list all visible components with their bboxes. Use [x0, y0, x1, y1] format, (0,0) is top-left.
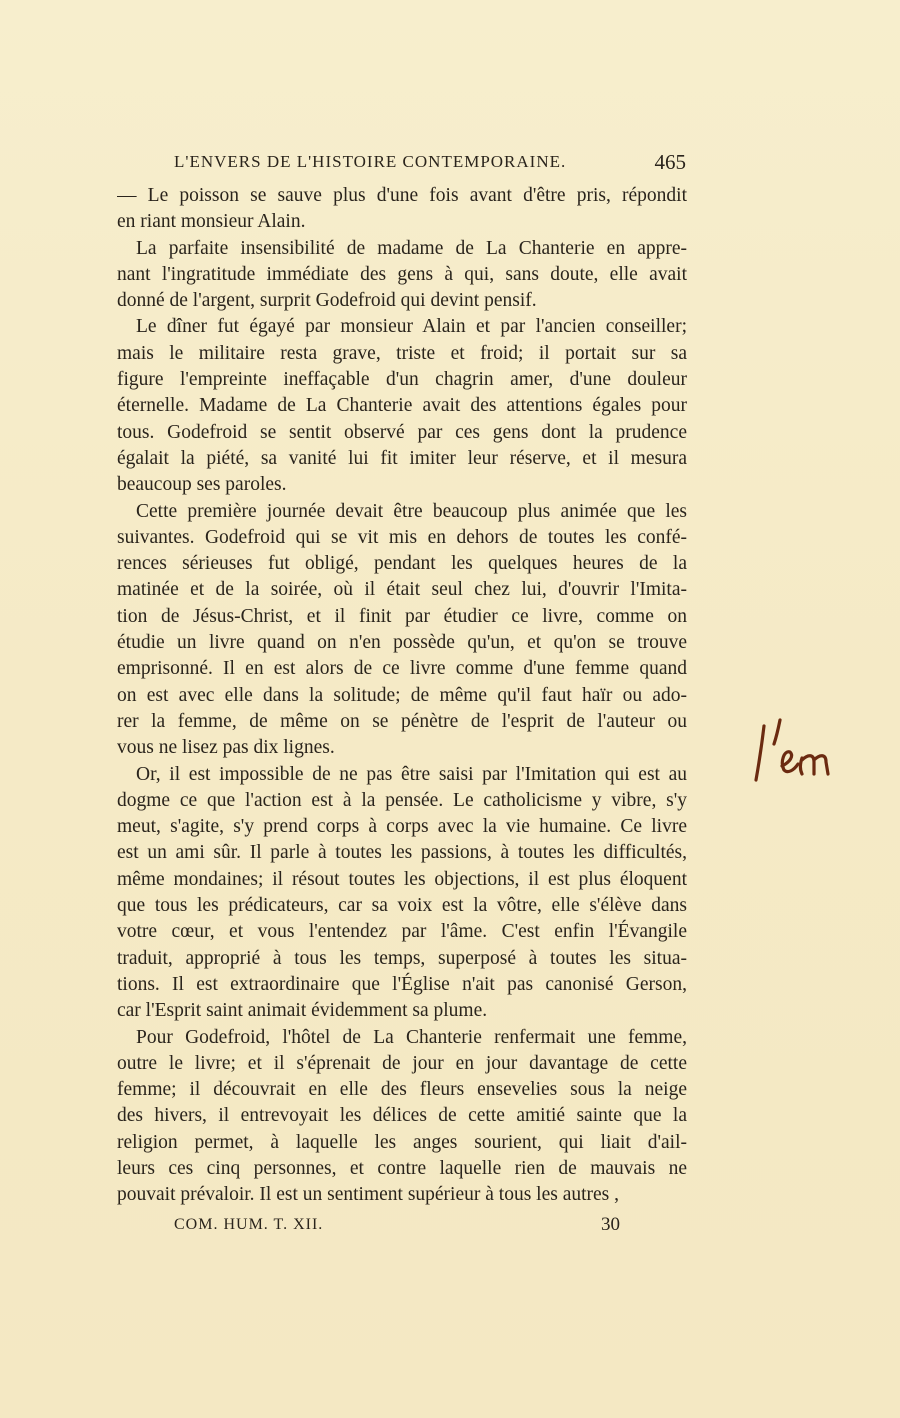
text-line: meut, s'agite, s'y prend corps à corps avec la vie humaine. Ce livre	[117, 816, 687, 838]
text-line: emprisonné. Il en est alors de ce livre comme d'une femme quand	[117, 658, 687, 680]
text-line: leurs ces cinq personnes, et contre laquelle rien de mauvais ne	[117, 1157, 687, 1179]
paragraph	[117, 1025, 687, 1209]
text-line: tions. Il est extraordinaire que l'Église n'ait pas canonisé Gerson,	[117, 973, 687, 995]
text-line: en riant monsieur Alain.	[117, 211, 306, 233]
text-line: religion permet, à laquelle les anges sourient, qui liait d'ail-	[117, 1131, 687, 1153]
body-text	[117, 183, 687, 1209]
text-line: éternelle. Madame de La Chanterie avait des attentions égales pour	[117, 395, 687, 417]
text-line: car l'Esprit saint animait évidemment sa plume.	[117, 1000, 488, 1022]
text-line: traduit, approprié à tous les temps, superposé à toutes les situa-	[117, 947, 687, 969]
text-line: vous ne lisez pas dix lignes.	[117, 737, 335, 759]
text-line: Cette première journée devait être beaucoup plus animée que les	[136, 500, 687, 522]
page-header	[174, 150, 686, 180]
text-line: Or, il est impossible de ne pas être saisi par l'Imitation qui est au	[136, 763, 687, 785]
text-line: tion de Jésus-Christ, et il finit par étudier ce livre, comme on	[117, 605, 687, 627]
text-line: rer la femme, de même on se pénètre de l'esprit de l'auteur ou	[117, 710, 687, 732]
text-line: que tous les prédicateurs, car sa voix est la vôtre, elle s'élève dans	[117, 895, 687, 917]
text-line: Le dîner fut égayé par monsieur Alain et par l'ancien conseiller;	[136, 316, 687, 338]
paragraph	[117, 762, 687, 1025]
page-number: 465	[654, 150, 686, 174]
text-line: étudie un livre quand on n'en possède qu'un, et qu'on se trouve	[117, 632, 687, 654]
page-footer	[174, 1214, 624, 1240]
paragraph	[117, 499, 687, 762]
text-line: Pour Godefroid, l'hôtel de La Chanterie renfermait une femme,	[136, 1026, 687, 1048]
printer-signature: COM. HUM. T. XII.	[174, 1216, 324, 1233]
text-line: votre cœur, et vous l'entendez par l'âme. C'est enfin l'Évangile	[117, 921, 687, 943]
running-title: L'ENVERS DE L'HISTOIRE CONTEMPORAINE.	[174, 152, 567, 171]
text-line: mais le militaire resta grave, triste et froid; il portait sur sa	[117, 342, 687, 364]
text-line: donné de l'argent, surprit Godefroid qui devint pensif.	[117, 290, 537, 312]
text-line: même mondaines; il résout toutes les objections, il est plus éloquent	[117, 868, 687, 890]
sheet-number: 30	[601, 1214, 620, 1235]
paragraph	[117, 183, 687, 236]
text-line: outre le livre; et il s'éprenait de jour en jour davantage de cette	[117, 1052, 687, 1074]
text-line: nant l'ingratitude immédiate des gens à qui, sans doute, elle avait	[117, 263, 687, 285]
text-line: matinée et de la soirée, où il était seul chez lui, d'ouvrir l'Imita-	[117, 579, 687, 601]
text-line: égalait la piété, sa vanité lui fit imiter leur réserve, et il mesura	[117, 447, 687, 469]
text-line: La parfaite insensibilité de madame de La Chanterie en appre-	[136, 237, 687, 259]
text-line: des hivers, il entrevoyait les délices de cette amitié sainte que la	[117, 1105, 687, 1127]
text-line: rences sérieuses fut obligé, pendant les quelques heures de la	[117, 553, 687, 575]
text-line: suivantes. Godefroid qui se vit mis en dehors de toutes les confé-	[117, 526, 687, 548]
handwritten-correction-mark	[750, 718, 860, 788]
text-line: figure l'empreinte ineffaçable d'un chagrin amer, d'une douleur	[117, 369, 687, 391]
text-line: on est avec elle dans la solitude; de même qu'il faut haïr ou ado-	[117, 684, 687, 706]
text-line: tous. Godefroid se sentit observé par ces gens dont la prudence	[117, 421, 687, 443]
text-line: dogme ce que l'action est à la pensée. Le catholicisme y vibre, s'y	[117, 789, 687, 811]
text-line: — Le poisson se sauve plus d'une fois avant d'être pris, répondit	[117, 185, 687, 206]
text-line: pouvait prévaloir. Il est un sentiment supérieur à tous les autres ,	[117, 1184, 620, 1206]
text-line: beaucoup ses paroles.	[117, 474, 287, 496]
handwritten-margin-note	[750, 718, 860, 788]
paragraph	[117, 236, 687, 315]
text-line: est un ami sûr. Il parle à toutes les passions, à toutes les difficultés,	[117, 842, 687, 864]
paragraph	[117, 314, 687, 498]
text-line: femme; il découvrait en elle des fleurs ensevelies sous la neige	[117, 1079, 687, 1101]
